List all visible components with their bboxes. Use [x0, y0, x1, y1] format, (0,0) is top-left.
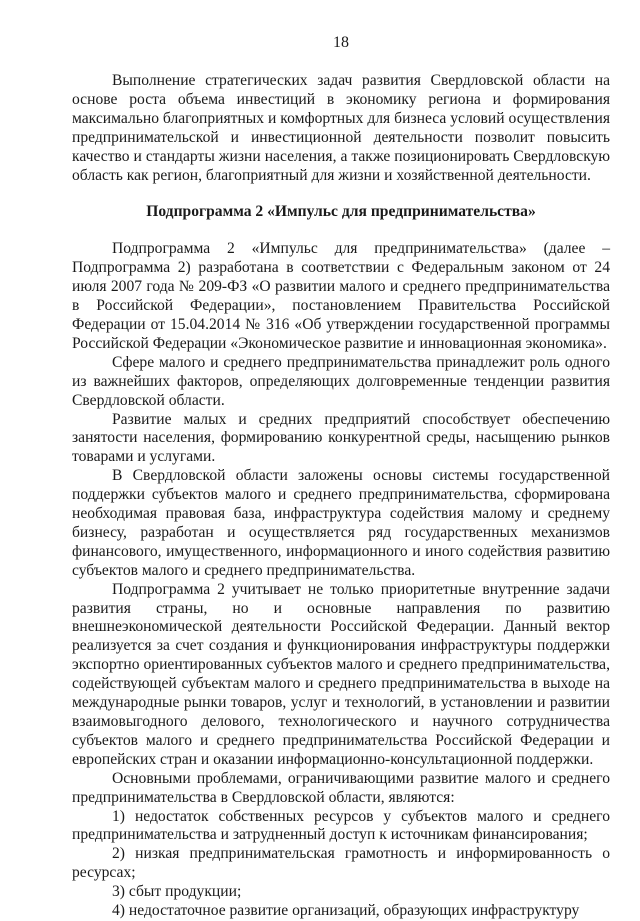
- list-item-3: 3) сбыт продукции;: [112, 883, 242, 901]
- paragraph-6: Основными проблемами, ограничивающими развитие малого и среднего предпринимательства в Свердловской области, являются:: [72, 769, 610, 806]
- paragraph-4: В Свердловской области заложены основы системы государственной поддержки субъектов малого и среднего предпринимательства, сформирована необходимая правовая база, инфраструктура содействия малому и среднему бизнесу, разработан и осуществляется ряд государственных механизмов финансового, имущественного, информационного и иного содействия развитию субъектов малого и среднего предпринимательства.: [72, 467, 610, 579]
- paragraph-3: Развитие малых и средних предприятий способствует обеспечению занятости населения, формированию конкурентной среды, насыщению рынков товарами и услугами.: [72, 410, 610, 466]
- paragraph-2: Сфере малого и среднего предпринимательства принадлежит роль одного из важнейших факторов, определяющих долговременные тенденции развития Свердловской области.: [72, 353, 610, 409]
- list-item-1: 1) недостаток собственных ресурсов у субъектов малого и среднего предпринимательства и затрудненный доступ к источникам финансирования;: [72, 807, 610, 844]
- page-number: 18: [333, 34, 349, 51]
- list-item-2: 2) низкая предпринимательская грамотность и информированность о ресурсах;: [72, 845, 610, 882]
- document-body: [72, 72, 610, 921]
- intro-paragraph: Выполнение стратегических задач развития Свердловской области на основе роста объема инвестиций в экономику региона и формирования максимально благоприятных и комфортных для бизнеса условий осуществления предпринимательской и инвестиционной деятельности позволит повысить качество и стандарты жизни населения, а также позиционировать Свердловскую область как регион, благоприятный для жизни и хозяйственной деятельности.: [72, 72, 610, 184]
- list-item-4: 4) недостаточное развитие организаций, образующих инфраструктуру: [112, 902, 580, 920]
- section-heading: Подпрограмма 2 «Импульс для предпринимательства»: [146, 203, 536, 221]
- paragraph-1: Подпрограмма 2 «Импульс для предпринимательства» (далее – Подпрограмма 2) разработана в соответствии с Федеральным законом от 24 июля 2007 года № 209-ФЗ «О развитии малого и среднего предпринимательства в Российской Федерации», постановлением Правительства Российской Федерации от 15.04.2014 № 316 «Об утверждении государственной программы Российской Федерации «Экономическое развитие и инновационная экономика».: [72, 240, 610, 352]
- paragraph-5: Подпрограмма 2 учитывает не только приоритетные внутренние задачи развития страны, но и основные направления по развитию внешнеэкономической деятельности Российской Федерации. Данный вектор реализуется за счет создания и функционирования инфраструктуры поддержки экспортно ориентированных субъектов малого и среднего предпринимательства, содействующей субъектам малого и среднего предпринимательства в выходе на международные рынки товаров, услуг и технологий, в установлении и развитии взаимовыгодного делового, технологического и научного сотрудничества субъектов малого и среднего предпринимательства Российской Федерации и европейских стран и оказании информационно-консультационной поддержки.: [72, 580, 610, 768]
